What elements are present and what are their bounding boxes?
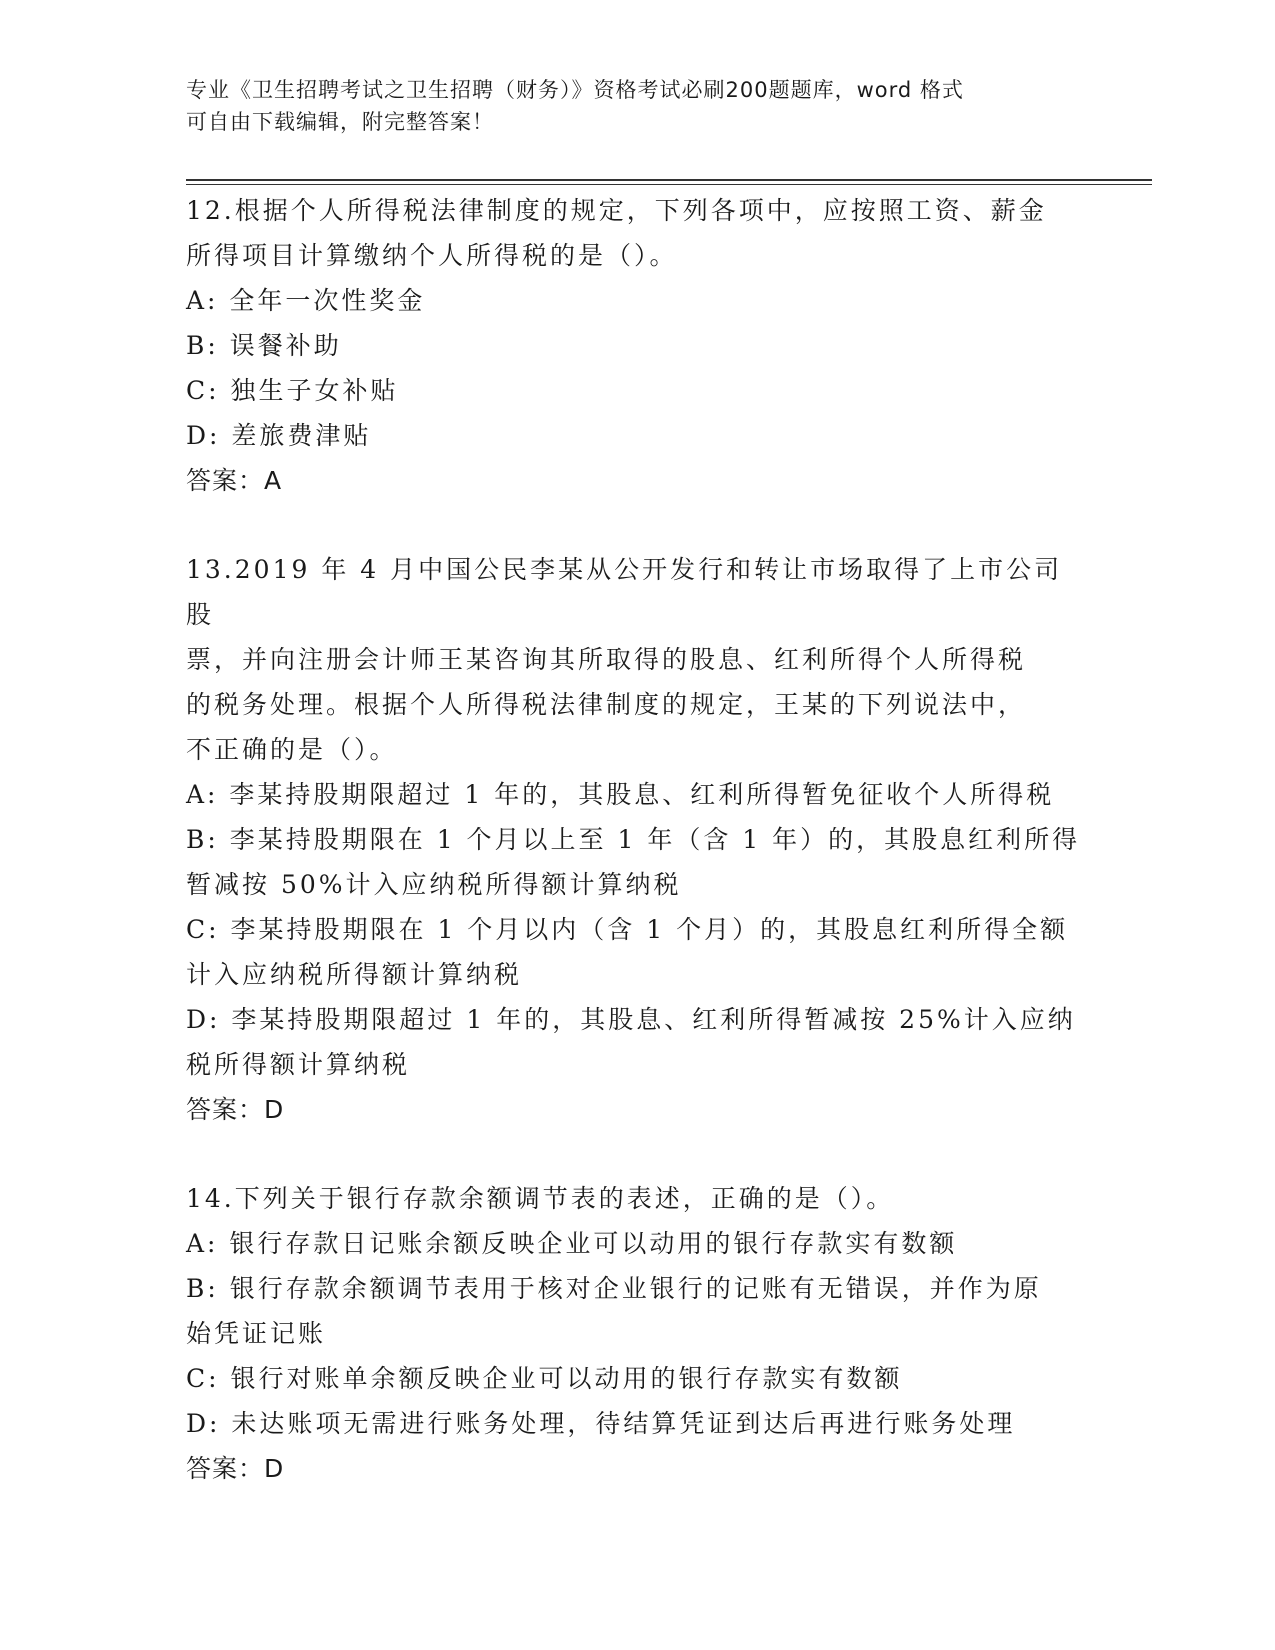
option-b: B: 误餐补助 xyxy=(186,331,342,360)
option-c: C: 银行对账单余额反映企业可以动用的银行存款实有数额 xyxy=(186,1364,903,1393)
option-b-continued: 暂减按 50%计入应纳税所得额计算纳税 xyxy=(186,870,682,899)
option-d: D: 李某持股期限超过 1 年的，其股息、红利所得暂减按 25%计入应纳 xyxy=(186,1005,1076,1034)
option-b: B: 银行存款余额调节表用于核对企业银行的记账有无错误，并作为原 xyxy=(186,1274,1042,1303)
document-header xyxy=(186,74,1066,138)
option-d: D: 未达账项无需进行账务处理，待结算凭证到达后再进行账务处理 xyxy=(186,1409,1016,1438)
question-text-line: 票，并向注册会计师王某咨询其所取得的股息、红利所得个人所得税 xyxy=(186,645,1027,674)
option-c: C: 独生子女补贴 xyxy=(186,376,399,405)
option-c-continued: 计入应纳税所得额计算纳税 xyxy=(186,960,523,989)
question-text-line: 不正确的是（）。 xyxy=(186,735,398,764)
question-text-line: 的税务处理。根据个人所得税法律制度的规定，王某的下列说法中， xyxy=(186,690,1027,719)
answer-label: 答案：D xyxy=(186,1454,285,1483)
answer-label: 答案：D xyxy=(186,1095,285,1124)
answer-label: 答案：A xyxy=(186,466,283,495)
option-d-continued: 税所得额计算纳税 xyxy=(186,1050,411,1079)
option-a: A: 全年一次性奖金 xyxy=(186,286,426,315)
header-divider-thin xyxy=(186,184,1152,185)
option-a: A: 李某持股期限超过 1 年的，其股息、红利所得暂免征收个人所得税 xyxy=(186,780,1055,809)
question-list xyxy=(186,188,1086,1535)
option-b: B: 李某持股期限在 1 个月以上至 1 年（含 1 年）的，其股息红利所得 xyxy=(186,825,1081,854)
header-divider-thick xyxy=(186,179,1152,181)
question-text-line: 12.根据个人所得税法律制度的规定，下列各项中，应按照工资、薪金 xyxy=(186,196,1047,225)
question-12 xyxy=(186,188,1086,503)
option-b-continued: 始凭证记账 xyxy=(186,1319,327,1348)
option-a: A: 银行存款日记账余额反映企业可以动用的银行存款实有数额 xyxy=(186,1229,958,1258)
question-text-line: 14.下列关于银行存款余额调节表的表述，正确的是（）。 xyxy=(186,1184,895,1213)
question-13 xyxy=(186,547,1086,1132)
option-c: C: 李某持股期限在 1 个月以内（含 1 个月）的，其股息红利所得全额 xyxy=(186,915,1069,944)
option-d: D: 差旅费津贴 xyxy=(186,421,372,450)
question-14 xyxy=(186,1176,1086,1491)
header-line-2: 可自由下载编辑，附完整答案！ xyxy=(186,110,494,134)
question-text-line: 13.2019 年 4 月中国公民李某从公开发行和转让市场取得了上市公司股 xyxy=(186,555,1063,629)
question-text-line: 所得项目计算缴纳个人所得税的是（）。 xyxy=(186,241,678,270)
header-line-1: 专业《卫生招聘考试之卫生招聘（财务）》资格考试必刷200题题库，word 格式 xyxy=(186,78,964,102)
